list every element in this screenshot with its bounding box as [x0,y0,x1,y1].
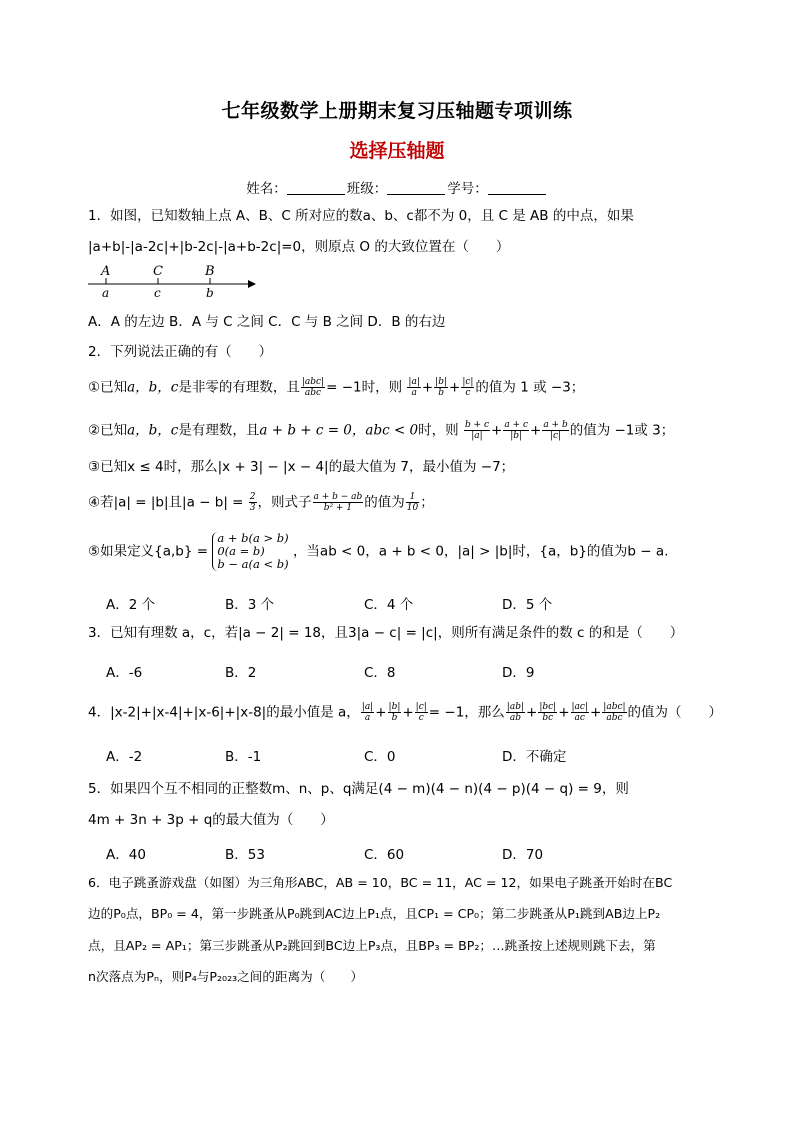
q2-statement-2: ②已知a，b，c是有理数，且a + b + c = 0，abc < 0时，则 $\frac{b + c}{|a|}$ + $\frac{a + c}{|b|}$ + $\frac{a + b}{|c|}$ 的值为 −1或 3； [88,420,675,441]
q2-statement-4: ④若|a| = |b|且|a − b| = $\frac{2}{3}$ ，则式子 $\frac{a + b - ab}{\text{b² + 1}}$ 的值为 $\frac{1}{10}$ ； [88,492,434,513]
class-blank[interactable] [387,182,445,195]
q5-option-a[interactable]: A．40 [106,847,146,863]
q5-option-c[interactable]: C．60 [364,847,405,863]
q1-options: A．A 的左边 B．A 与 C 之间 C．C 与 B 之间 D．B 的右边 [88,314,446,330]
q3-option-a[interactable]: A．-6 [106,665,143,681]
q2-option-a[interactable]: A．2 个 [106,597,156,613]
class-label: 班级： [346,181,388,197]
number-blank[interactable] [488,182,546,195]
piecewise-brace: a + b(a > b) 0(a = b) b − a(a < b) [212,532,288,571]
q3-stem: 3．已知有理数 a，c，若|a − 2| = 18，且3|a − c| = |c|，则所有满足条件的数 c 的和是（ ） [88,625,684,641]
q2-statement-3: ③已知x ≤ 4时，那么|x + 3| − |x − 4|的最大值为 7，最小值为 −7； [88,459,515,475]
q6-line3: 点，且AP₂ = AP₁；第三步跳蚤从P₂跳回到BC边上P₃点，且BP₃ = BP₂；…跳蚤按上述规则跳下去，第 [88,938,656,953]
q2-option-c[interactable]: C．4 个 [364,597,414,613]
q2-stem: 2．下列说法正确的有（ ） [88,344,273,360]
student-info-row [0,177,794,197]
q5-option-d[interactable]: D．70 [502,847,544,863]
q3-option-c[interactable]: C．8 [364,665,396,681]
q4-option-d[interactable]: D．不确定 [502,749,567,765]
q4-option-a[interactable]: A．-2 [106,749,143,765]
point-label-c: C [153,264,163,279]
number-line-diagram [88,262,258,298]
q3-option-b[interactable]: B．2 [225,665,257,681]
page-title: 七年级数学上册期末复习压轴题专项训练 [221,100,573,122]
number-label: 学号： [447,181,488,197]
q2-option-d[interactable]: D．5 个 [502,597,553,613]
q1-line1: 1．如图，已知数轴上点 A、B、C 所对应的数a、b、c都不为 0，且 C 是 AB 的中点，如果 [88,208,634,224]
name-blank[interactable] [287,182,345,195]
q6-line1: 6．电子跳蚤游戏盘（如图）为三角形ABC，AB = 10，BC = 11，AC = 12，如果电子跳蚤开始时在BC [88,875,673,890]
q6-line4: n次落点为Pₙ，则P₄与P₂₀₂₃之间的距离为（ ） [88,969,364,984]
q4-option-c[interactable]: C．0 [364,749,396,765]
q2-statement-1: ①已知a，b，c是非零的有理数，且 $\frac{\text{|abc|}}{\text{abc}}$ = −1时，则 $\frac{|a|}{a}$ + $\frac{|b|}{b}$ + $\frac{|c|}{c}$ 的值为 1 或 −3； [88,377,585,398]
page-subtitle: 选择压轴题 [349,140,445,162]
q5-line1: 5．如果四个互不相同的正整数m、n、p、q满足(4 − m)(4 − n)(4 − p)(4 − q) = 9，则 [88,781,629,797]
value-label-a: a [102,286,110,298]
q5-line2: 4m + 3n + 3p + q的最大值为（ ） [88,812,334,828]
point-label-a: A [101,264,111,279]
value-label-c: c [154,286,161,298]
q6-line2: 边的P₀点，BP₀ = 4，第一步跳蚤从P₀跳到AC边上P₁点，且CP₁ = CP₀；第二步跳蚤从P₁跳到AB边上P₂ [88,906,661,921]
point-label-b: B [205,264,215,279]
q3-option-d[interactable]: D．9 [502,665,535,681]
q2-statement-5: ⑤如果定义{a,b} = a + b(a > b) 0(a = b) b − a(a < b) ，当ab < 0，a + b < 0，|a| > |b|时，{a，b}的值为b − a. [88,531,669,571]
number-line-arrow [248,280,256,288]
q5-option-b[interactable]: B．53 [225,847,265,863]
q2-option-b[interactable]: B．3 个 [225,597,275,613]
name-label: 姓名： [246,181,287,197]
value-label-b: b [206,286,214,298]
q4-stem: 4．|x-2|+|x-4|+|x-6|+|x-8|的最小值是 a， $\frac{|a|}{a}$ + $\frac{|b|}{b}$ + $\frac{|c|}{c}$ = −1，那么 $\frac{|ab|}{ab}$ + $\frac{|bc|}{bc}$ + $\frac{|ac|}{ac}$ + $\frac{\text{|abc|}}{\text{abc}}$ 的值为（ ） [88,702,723,723]
q1-line2: |a+b|-|a-2c|+|b-2c|-|a+b-2c|=0，则原点 O 的大致位置在（ ） [88,239,510,255]
q4-option-b[interactable]: B．-1 [225,749,262,765]
